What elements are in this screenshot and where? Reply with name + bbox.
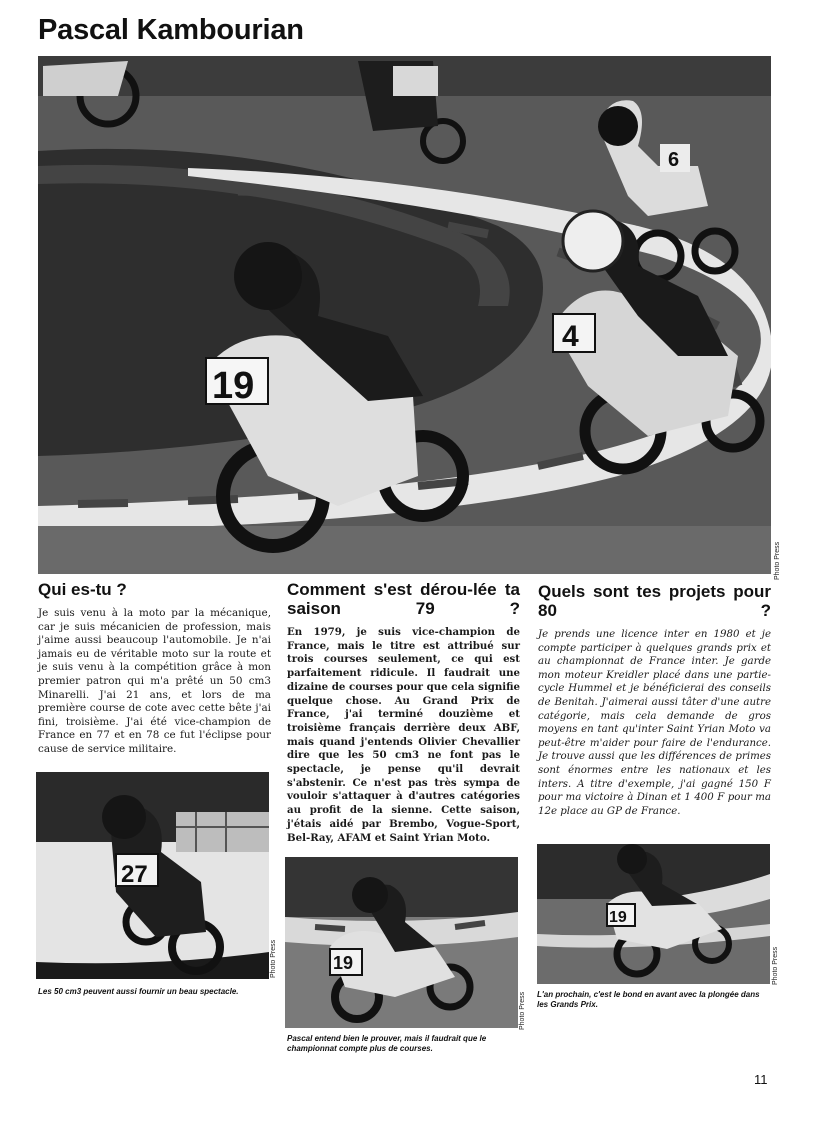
middle-photo-credit: Photo Press: [519, 991, 526, 1030]
bib-number-right: 19: [609, 909, 627, 926]
page-number: 11: [754, 1072, 768, 1087]
section-body: En 1979, je suis vice-champion de France, mais le titre est attribué sur trois courses seulement, ce qui est parfaitement ridicule. Il faudrait une dizaine de courses pour que cela signifie quelque chose. Au Grand Prix de France, j'ai terminé douzième et troisième français derrière deux ABF, mais quand j'entends Olivier Chevallier dire que les 50 cm3 ne font pas le spectacle, je pense qu'il devrait s'abstenir. Ce n'est pas très sympa de vouloir s'attaquer à d'autres catégories au profit de la sienne. Cette saison, j'étais aidé par Brembo, Vogue-Sport, Bel-Ray, AFAM et Saint Yrian Moto.: [287, 626, 520, 844]
section-body: Je suis venu à la moto par la mécanique, car je suis mécanicien de profession, mais j'aime aussi beaucoup l'automobile. Je n'ai jamais eu de véritable moto sur la route et je suis venu à la compétition grâce à mon premier patron qui m'a prêté un 50 cm3 Minarelli. J'ai 21 ans, et lors de ma première course de cote avec cette bête j'ai fini, troisième. J'ai été vice-champion de France en 77 et en 78 ce fut l'éclipse pour cause de service militaire.: [38, 607, 271, 755]
caption-left: Les 50 cm3 peuvent aussi fournir un beau spectacle.: [38, 987, 239, 996]
page-title: Pascal Kambourian: [38, 14, 304, 46]
section-heading: Qui es-tu ?: [38, 580, 127, 599]
bib-number-left: 27: [121, 861, 148, 888]
bib-number-nineteen: 19: [212, 365, 255, 407]
main-race-photo: [38, 56, 771, 574]
caption-right: L'an prochain, c'est le bond en avant avec la plongée dans les Grands Prix.: [537, 990, 760, 1009]
section-heading: Quels sont tes projets pour 80 ?: [538, 582, 771, 620]
right-race-photo: [537, 844, 770, 984]
bib-number-four: 4: [562, 320, 579, 353]
bib-number-middle: 19: [333, 953, 354, 973]
middle-race-photo: [285, 857, 518, 1028]
left-race-photo: [36, 772, 269, 979]
section-saison-79: [287, 580, 520, 845]
section-qui-es-tu: [38, 580, 271, 757]
left-photo-credit: Photo Press: [270, 939, 277, 978]
bib-number-six: 6: [668, 149, 680, 171]
section-heading: Comment s'est dérou-lée ta saison 79 ?: [287, 580, 520, 618]
main-photo-credit: Photo Press: [774, 541, 781, 580]
section-projets-80: [538, 582, 771, 818]
section-body: Je prends une licence inter en 1980 et je compte participer à quelques grands prix et au championnat de France inter. Je garde mon moteur Kreidler placé dans une partie-cycle Hummel et je bénéficierai des conseils de Benitah. J'aimerai aussi tâter d'une autre catégorie, mais cela demande de gros moyens en tant qu'inter Saint Yrian Moto va peut-être m'aider pour faire de l'endurance. Je trouve aussi que les différences de primes sont énormes entre les nationaux et les inters. A titre d'exemple, j'ai gagné 150 F pour ma victoire à Dinan et 1 400 F pour ma 12e place au GP de France.: [538, 629, 771, 817]
right-photo-credit: Photo Press: [772, 946, 779, 985]
caption-middle: Pascal entend bien le prouver, mais il faudrait que le championnat compte plus de courses.: [287, 1034, 487, 1053]
